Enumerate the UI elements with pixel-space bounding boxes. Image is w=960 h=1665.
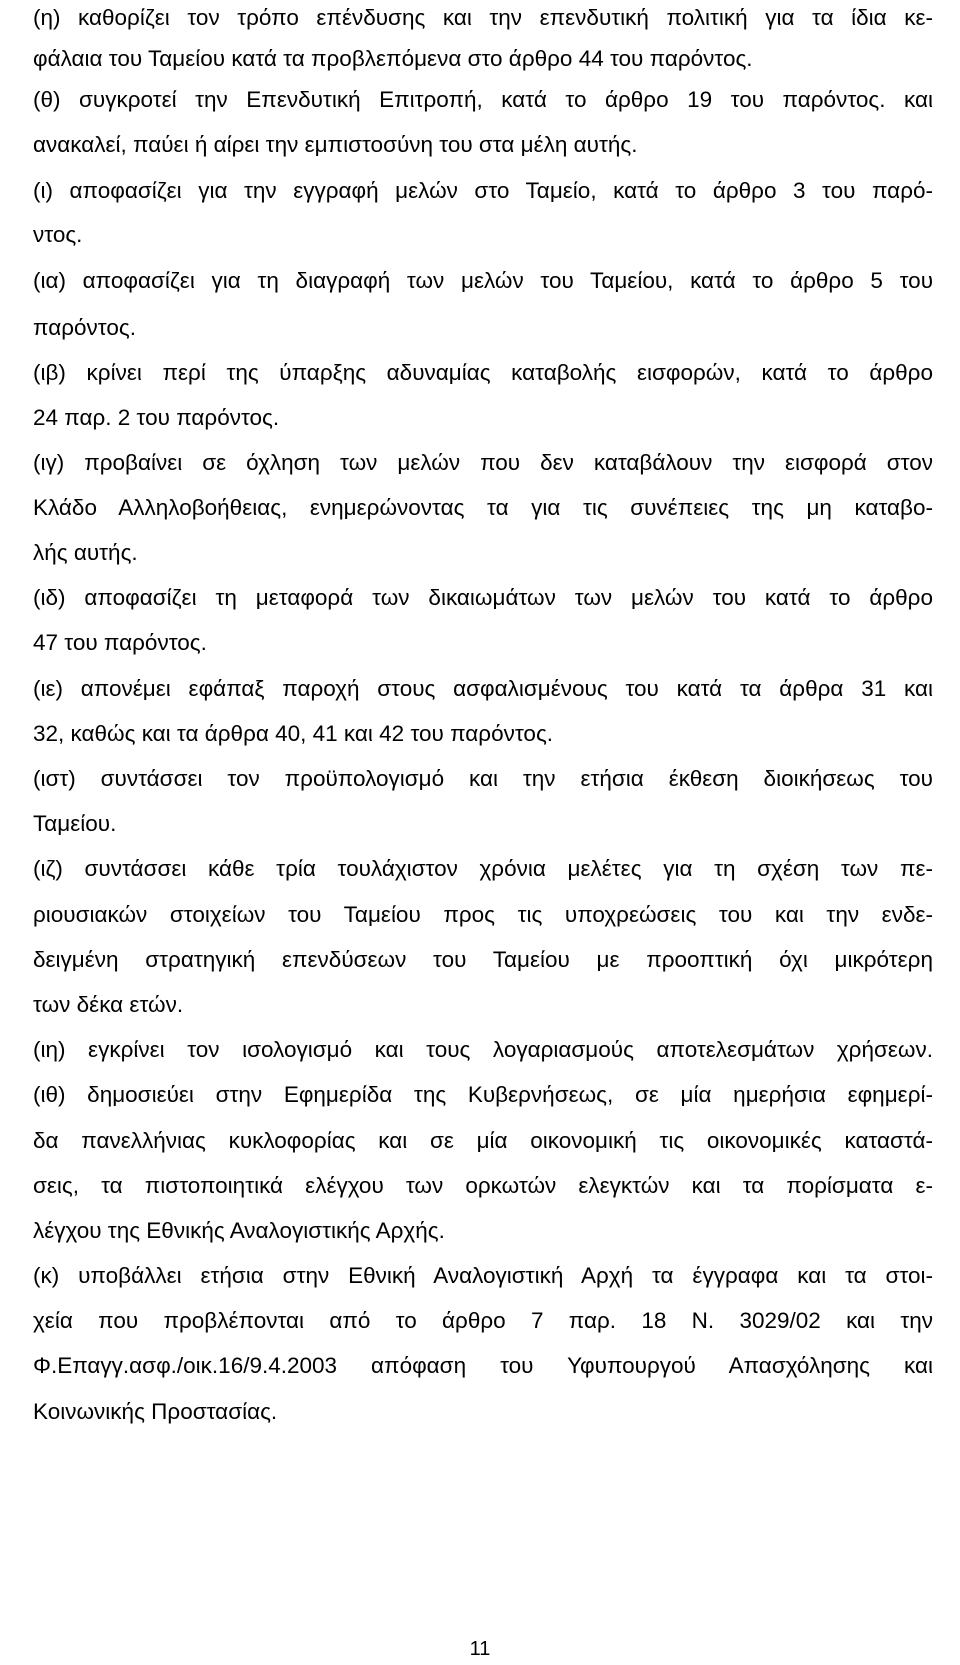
text-line: Φ.Επαγγ.ασφ./οικ.16/9.4.2003 απόφαση του Υφυπουργού Απασχόλησης και — [33, 1353, 933, 1378]
text-line: (ιζ) συντάσσει κάθε τρία τουλάχιστον χρόνια μελέτες για τη σχέση των πε- — [33, 856, 933, 881]
text-line: χεία που προβλέπονται από το άρθρο 7 παρ. 18 Ν. 3029/02 και την — [33, 1308, 933, 1333]
text-line: 47 του παρόντος. — [33, 630, 207, 655]
text-line: (ιστ) συντάσσει τον προϋπολογισμό και την ετήσια έκθεση διοικήσεως του — [33, 766, 933, 791]
text-line: δειγμένη στρατηγική επενδύσεων του Ταμείου με προοπτική όχι μικρότερη — [33, 947, 933, 972]
text-line: ανακαλεί, παύει ή αίρει την εμπιστοσύνη του στα μέλη αυτής. — [33, 132, 638, 157]
text-line: (ιθ) δημοσιεύει στην Εφημερίδα της Κυβερνήσεως, σε μία ημερήσια εφημερί- — [33, 1082, 933, 1107]
text-line: φάλαια του Ταμείου κατά τα προβλεπόμενα στο άρθρο 44 του παρόντος. — [33, 46, 753, 71]
text-line: 24 παρ. 2 του παρόντος. — [33, 405, 280, 430]
text-line: Κλάδο Αλληλοβοήθειας, ενημερώνοντας τα για τις συνέπειες της μη καταβο- — [33, 495, 933, 520]
text-line: των δέκα ετών. — [33, 992, 184, 1017]
text-line: (ιε) απονέμει εφάπαξ παροχή στους ασφαλισμένους του κατά τα άρθρα 31 και — [33, 676, 933, 701]
text-line: δα πανελλήνιας κυκλοφορίας και σε μία οικονομική τις οικονομικές καταστά- — [33, 1128, 933, 1153]
text-line: (ια) αποφασίζει για τη διαγραφή των μελών του Ταμείου, κατά το άρθρο 5 του — [33, 268, 933, 293]
text-line: λής αυτής. — [33, 540, 138, 565]
text-line: (ιδ) αποφασίζει τη μεταφορά των δικαιωμάτων των μελών του κατά το άρθρο — [33, 585, 933, 610]
text-line: (ιγ) προβαίνει σε όχληση των μελών που δεν καταβάλουν την εισφορά στον — [33, 450, 933, 475]
page-number: 11 — [469, 1638, 491, 1660]
text-line: (κ) υποβάλλει ετήσια στην Εθνική Αναλογιστική Αρχή τα έγγραφα και τα στοι- — [33, 1263, 933, 1288]
text-line: (ι) αποφασίζει για την εγγραφή μελών στο Ταμείο, κατά το άρθρο 3 του παρό- — [33, 178, 933, 203]
text-line: Ταμείου. — [33, 811, 117, 836]
text-line: (ιβ) κρίνει περί της ύπαρξης αδυναμίας καταβολής εισφορών, κατά το άρθρο — [33, 360, 933, 385]
text-line: σεις, τα πιστοποιητικά ελέγχου των ορκωτών ελεγκτών και τα πορίσματα ε- — [33, 1173, 933, 1198]
text-line: (ιη) εγκρίνει τον ισολογισμό και τους λογαριασμούς αποτελεσμάτων χρήσεων. — [33, 1037, 933, 1062]
text-line: (η) καθορίζει τον τρόπο επένδυσης και την επενδυτική πολιτική για τα ίδια κε- — [33, 5, 933, 30]
text-line: λέγχου της Εθνικής Αναλογιστικής Αρχής. — [33, 1218, 445, 1243]
text-line: (θ) συγκροτεί την Επενδυτική Επιτροπή, κατά το άρθρο 19 του παρόντος. και — [33, 87, 933, 112]
text-line: Κοινωνικής Προστασίας. — [33, 1399, 278, 1424]
text-line: ριουσιακών στοιχείων του Ταμείου προς τις υποχρεώσεις του και την ενδε- — [33, 902, 933, 927]
text-line: 32, καθώς και τα άρθρα 40, 41 και 42 του παρόντος. — [33, 721, 554, 746]
text-line: παρόντος. — [33, 315, 136, 340]
text-line: ντος. — [33, 222, 83, 247]
